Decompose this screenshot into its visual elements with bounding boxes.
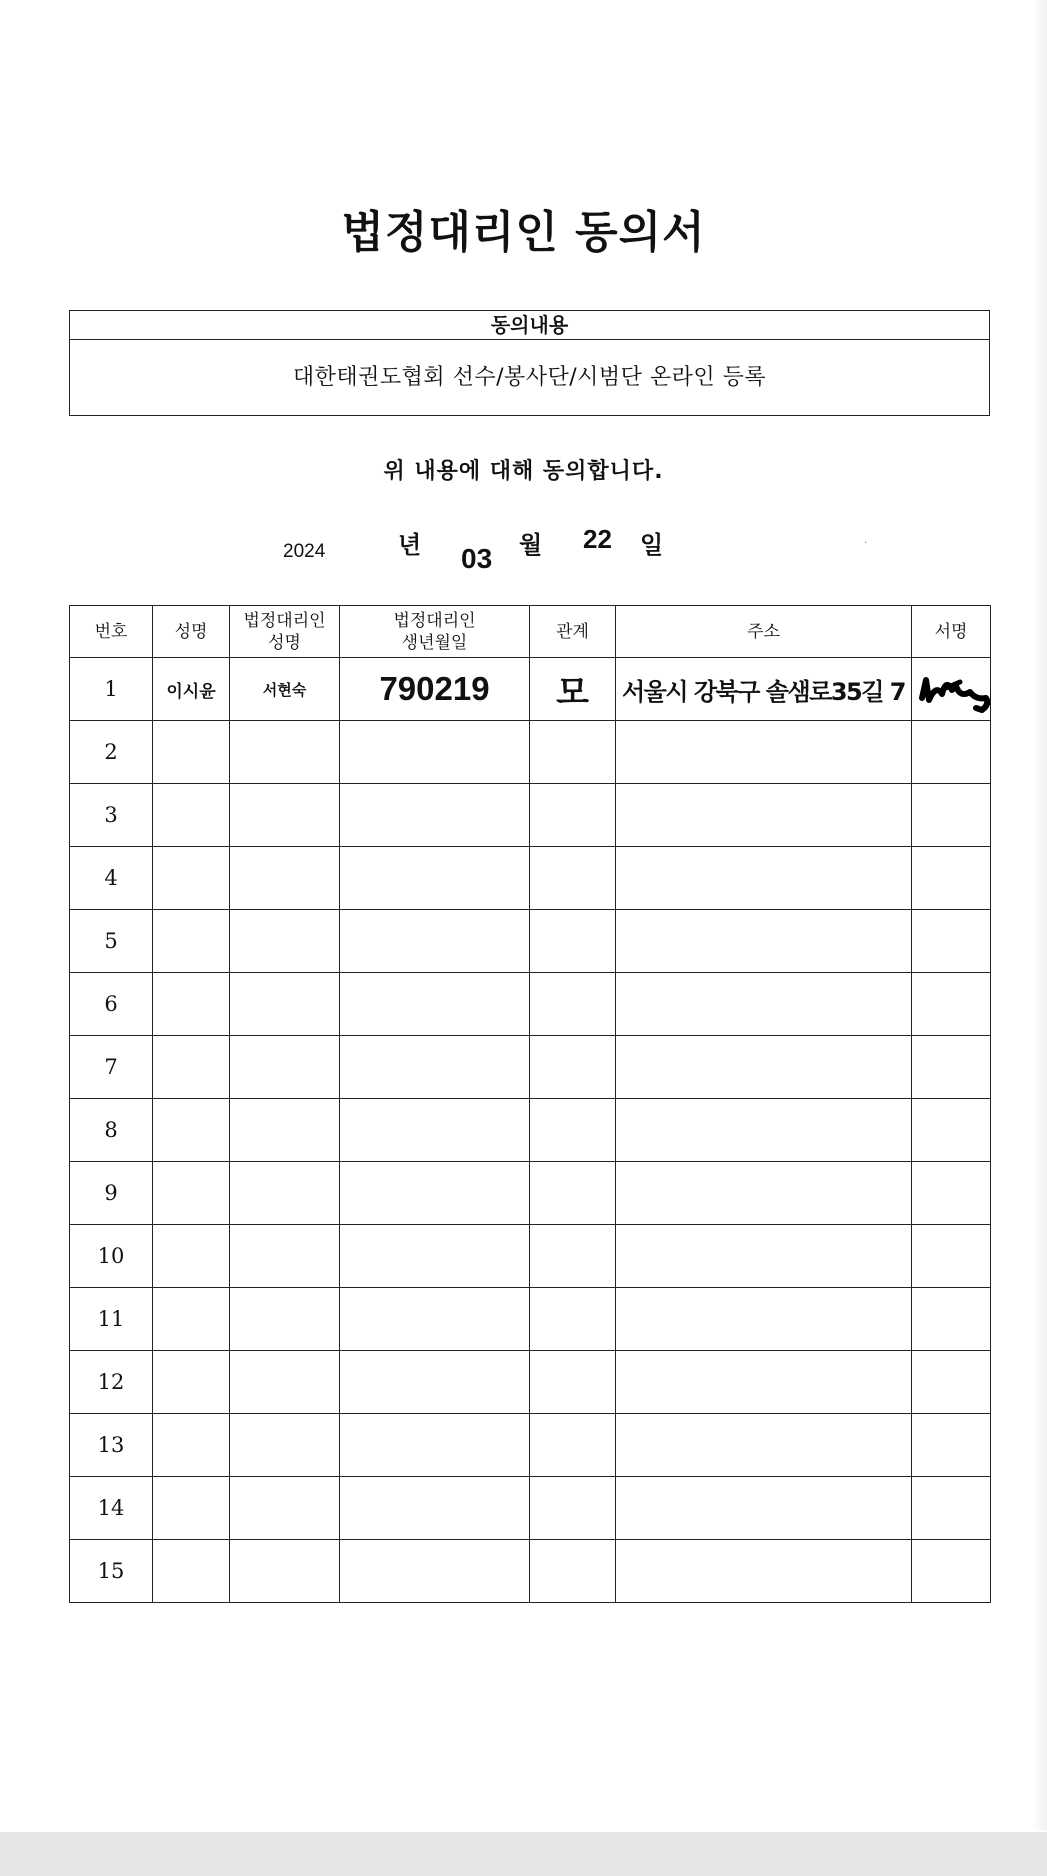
row-guardian-birth: 790219 bbox=[340, 658, 530, 721]
table-row bbox=[70, 1162, 991, 1225]
table-row bbox=[70, 1351, 991, 1414]
row-relation bbox=[530, 1162, 616, 1225]
consent-body: 대한태권도협회 선수/봉사단/시범단 온라인 등록 bbox=[292, 365, 767, 390]
row-guardian-name bbox=[230, 1351, 340, 1414]
row-number: 10 bbox=[70, 1225, 153, 1288]
row-guardian-name bbox=[230, 1036, 340, 1099]
row-name bbox=[153, 1162, 230, 1225]
row-guardian-name: 서현숙 bbox=[230, 658, 340, 721]
row-address: 서울시 강북구 솔샘로35길 7 bbox=[616, 658, 912, 721]
row-guardian-name bbox=[230, 973, 340, 1036]
table-row bbox=[70, 847, 991, 910]
row-signature bbox=[912, 1540, 991, 1603]
row-guardian-birth bbox=[340, 910, 530, 973]
agree-statement: 위 내용에 대해 동의합니다. bbox=[383, 459, 664, 484]
row-number: 2 bbox=[70, 721, 153, 784]
table-row bbox=[70, 910, 991, 973]
row-name bbox=[153, 721, 230, 784]
date-day-label: 일 bbox=[640, 531, 664, 559]
row-number: 6 bbox=[70, 973, 153, 1036]
guardian-table bbox=[69, 605, 991, 1603]
row-signature bbox=[912, 1099, 991, 1162]
header-guardian-birth-line2: 생년월일 bbox=[401, 632, 468, 653]
row-signature bbox=[912, 1288, 991, 1351]
row-name: 이시윤 bbox=[153, 658, 230, 721]
row-guardian-birth bbox=[340, 1288, 530, 1351]
date-month: 03 bbox=[461, 543, 493, 574]
table-row bbox=[70, 1540, 991, 1603]
row-address bbox=[616, 784, 912, 847]
row-number: 15 bbox=[70, 1540, 153, 1603]
header-address: 주소 bbox=[616, 606, 912, 658]
row-guardian-name bbox=[230, 1162, 340, 1225]
table-row bbox=[70, 784, 991, 847]
header-guardian-name-line1: 법정대리인 bbox=[243, 610, 326, 631]
header-guardian-birth bbox=[340, 606, 530, 658]
row-relation bbox=[530, 1540, 616, 1603]
row-signature bbox=[912, 1225, 991, 1288]
row-guardian-birth bbox=[340, 973, 530, 1036]
row-guardian-name bbox=[230, 1477, 340, 1540]
document-title: 법정대리인 동의서 bbox=[341, 207, 706, 258]
row-name bbox=[153, 1288, 230, 1351]
row-guardian-birth bbox=[340, 1477, 530, 1540]
row-name bbox=[153, 1351, 230, 1414]
row-number: 5 bbox=[70, 910, 153, 973]
row-address bbox=[616, 1036, 912, 1099]
row-signature bbox=[912, 1351, 991, 1414]
row-relation bbox=[530, 973, 616, 1036]
row-name bbox=[153, 1540, 230, 1603]
row-number: 3 bbox=[70, 784, 153, 847]
viewer-bottom-bar bbox=[0, 1832, 1047, 1876]
table-row bbox=[70, 1288, 991, 1351]
header-number: 번호 bbox=[70, 606, 153, 658]
row-name bbox=[153, 973, 230, 1036]
row-address bbox=[616, 1477, 912, 1540]
row-relation bbox=[530, 847, 616, 910]
row-guardian-birth bbox=[340, 1099, 530, 1162]
table-row bbox=[70, 658, 991, 721]
row-address bbox=[616, 721, 912, 784]
row-guardian-name bbox=[230, 721, 340, 784]
table-row bbox=[70, 1036, 991, 1099]
page-edge-shadow bbox=[1033, 0, 1047, 1830]
row-signature bbox=[912, 784, 991, 847]
row-relation bbox=[530, 1225, 616, 1288]
row-address bbox=[616, 1414, 912, 1477]
row-number: 7 bbox=[70, 1036, 153, 1099]
row-relation bbox=[530, 1477, 616, 1540]
row-name bbox=[153, 784, 230, 847]
row-guardian-birth bbox=[340, 1351, 530, 1414]
row-guardian-birth bbox=[340, 1225, 530, 1288]
consent-header: 동의내용 bbox=[70, 311, 989, 340]
row-address bbox=[616, 1540, 912, 1603]
row-name bbox=[153, 910, 230, 973]
row-guardian-birth bbox=[340, 1036, 530, 1099]
row-guardian-birth bbox=[340, 1162, 530, 1225]
row-name bbox=[153, 1477, 230, 1540]
row-relation bbox=[530, 1288, 616, 1351]
row-address bbox=[616, 1162, 912, 1225]
row-guardian-birth bbox=[340, 1540, 530, 1603]
row-number: 4 bbox=[70, 847, 153, 910]
row-guardian-name bbox=[230, 1288, 340, 1351]
row-guardian-name bbox=[230, 847, 340, 910]
header-guardian-birth-line1: 법정대리인 bbox=[393, 610, 476, 631]
row-address bbox=[616, 847, 912, 910]
row-signature bbox=[912, 910, 991, 973]
row-number: 13 bbox=[70, 1414, 153, 1477]
stray-mark: . bbox=[864, 532, 868, 546]
table-row bbox=[70, 1099, 991, 1162]
row-guardian-name bbox=[230, 1540, 340, 1603]
header-relation: 관계 bbox=[530, 606, 616, 658]
row-address bbox=[616, 1225, 912, 1288]
row-signature bbox=[912, 973, 991, 1036]
row-guardian-name bbox=[230, 1099, 340, 1162]
row-relation bbox=[530, 721, 616, 784]
row-address bbox=[616, 973, 912, 1036]
row-number: 14 bbox=[70, 1477, 153, 1540]
header-name: 성명 bbox=[153, 606, 230, 658]
header-guardian-name bbox=[230, 606, 340, 658]
row-relation bbox=[530, 1099, 616, 1162]
row-signature bbox=[912, 1162, 991, 1225]
date-day: 22 bbox=[583, 524, 612, 554]
date-year-label: 년 bbox=[398, 531, 422, 559]
row-number: 1 bbox=[70, 658, 153, 721]
row-signature bbox=[912, 658, 991, 721]
row-guardian-name bbox=[230, 784, 340, 847]
row-name bbox=[153, 1225, 230, 1288]
table-row bbox=[70, 1225, 991, 1288]
row-relation bbox=[530, 1351, 616, 1414]
row-guardian-birth bbox=[340, 847, 530, 910]
row-address bbox=[616, 1099, 912, 1162]
row-signature bbox=[912, 1414, 991, 1477]
row-name bbox=[153, 1036, 230, 1099]
table-row bbox=[70, 973, 991, 1036]
row-guardian-name bbox=[230, 1414, 340, 1477]
row-number: 11 bbox=[70, 1288, 153, 1351]
table-header-row bbox=[70, 606, 991, 658]
table-row bbox=[70, 1477, 991, 1540]
row-relation bbox=[530, 1036, 616, 1099]
row-signature bbox=[912, 847, 991, 910]
row-guardian-birth bbox=[340, 721, 530, 784]
row-number: 9 bbox=[70, 1162, 153, 1225]
row-number: 8 bbox=[70, 1099, 153, 1162]
header-signature: 서명 bbox=[912, 606, 991, 658]
table-body bbox=[70, 658, 991, 1603]
row-name bbox=[153, 847, 230, 910]
row-guardian-name bbox=[230, 910, 340, 973]
table-row bbox=[70, 1414, 991, 1477]
handwritten-signature bbox=[916, 664, 991, 720]
row-name bbox=[153, 1414, 230, 1477]
header-guardian-name-line2: 성명 bbox=[268, 632, 301, 653]
consent-box bbox=[69, 310, 990, 416]
row-relation: 모 bbox=[530, 658, 616, 721]
row-address bbox=[616, 1288, 912, 1351]
row-relation bbox=[530, 784, 616, 847]
row-address bbox=[616, 1351, 912, 1414]
row-address bbox=[616, 910, 912, 973]
row-signature bbox=[912, 721, 991, 784]
table-row bbox=[70, 721, 991, 784]
row-relation bbox=[530, 1414, 616, 1477]
row-relation bbox=[530, 910, 616, 973]
date-year: 2024 bbox=[283, 541, 326, 562]
row-name bbox=[153, 1099, 230, 1162]
row-signature bbox=[912, 1036, 991, 1099]
row-guardian-birth bbox=[340, 1414, 530, 1477]
row-signature bbox=[912, 1477, 991, 1540]
row-guardian-birth bbox=[340, 784, 530, 847]
row-number: 12 bbox=[70, 1351, 153, 1414]
date-month-label: 월 bbox=[519, 531, 543, 559]
row-guardian-name bbox=[230, 1225, 340, 1288]
